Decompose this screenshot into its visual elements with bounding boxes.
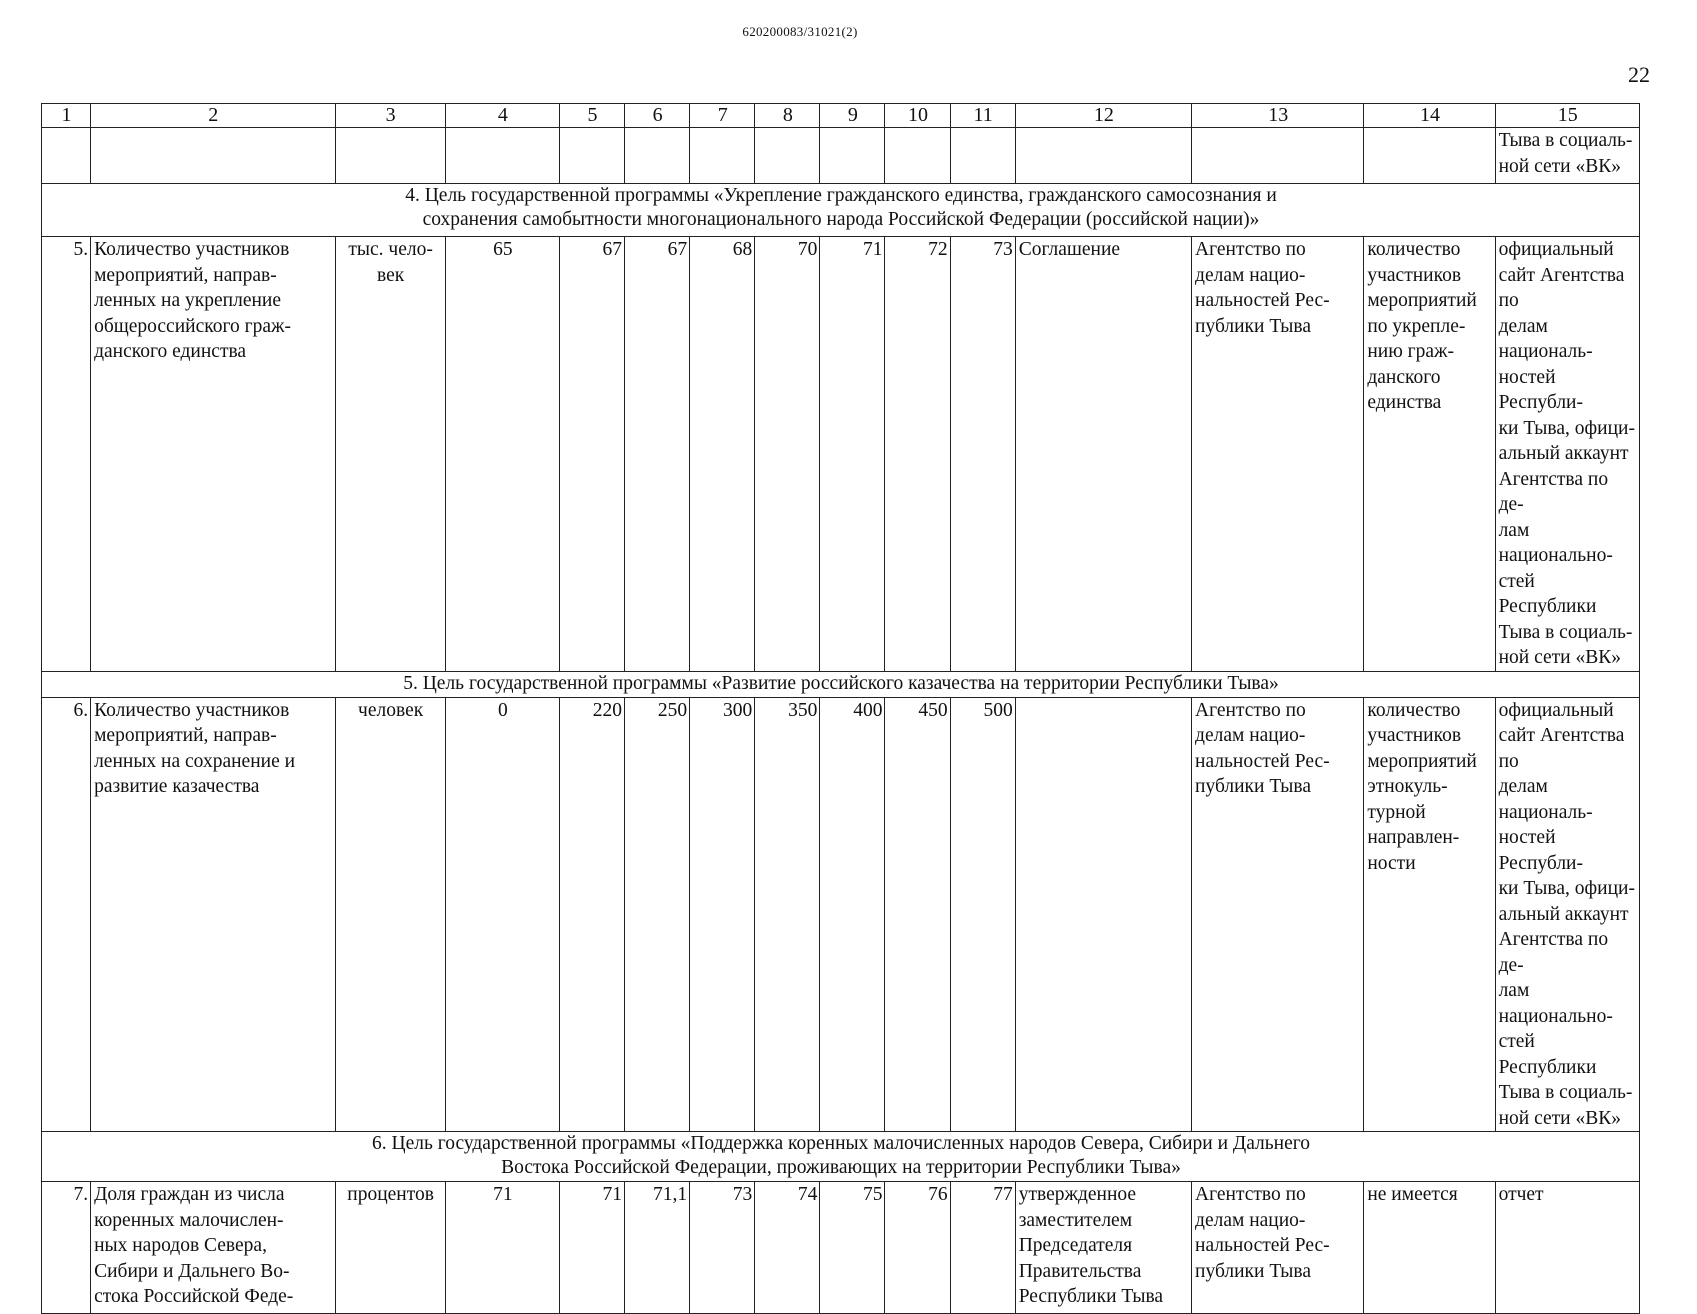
indicator-name: Количество участников мероприятий, направ- ленных на укрепление общероссийского граж- данского единства xyxy=(91,237,335,672)
value-cell: 73 xyxy=(950,237,1015,672)
table-cell xyxy=(950,128,1015,184)
value-cell: 500 xyxy=(950,697,1015,1132)
header-row xyxy=(42,104,1640,128)
value-cell: 76 xyxy=(885,1182,950,1314)
header-cell: 5 xyxy=(559,104,624,128)
header-cell: 15 xyxy=(1495,104,1639,128)
indicators-table xyxy=(41,103,1640,1314)
row-number: 5. xyxy=(42,237,91,672)
value-cell: 73 xyxy=(690,1182,755,1314)
table-cell xyxy=(91,128,335,184)
header-cell: 10 xyxy=(885,104,950,128)
value-cell: 71,1 xyxy=(625,1182,690,1314)
value-cell: 74 xyxy=(755,1182,820,1314)
description-cell: количество участников мероприятий по укрепле- нию граж- данского единства xyxy=(1364,237,1495,672)
table-cell xyxy=(1364,128,1495,184)
value-cell: 75 xyxy=(820,1182,885,1314)
source-cell: отчет xyxy=(1495,1182,1639,1314)
document-cell: утвержденное заместителем Председателя Правительства Республики Тыва xyxy=(1015,1182,1191,1314)
table-cell xyxy=(1015,128,1191,184)
unit-cell: процентов xyxy=(335,1182,445,1314)
document-code: 620200083/31021(2) xyxy=(742,24,858,39)
value-cell: 71 xyxy=(820,237,885,672)
page-number: 22 xyxy=(1628,62,1650,87)
table-cell xyxy=(335,128,445,184)
source-cell: Тыва в социаль- ной сети «ВК» xyxy=(1495,128,1639,184)
header-cell: 4 xyxy=(445,104,559,128)
goal-row xyxy=(42,671,1640,697)
value-cell: 70 xyxy=(755,237,820,672)
responsible-cell: Агентство по делам нацио- нальностей Рес- публики Тыва xyxy=(1192,697,1364,1132)
row-number: 6. xyxy=(42,697,91,1132)
header-cell: 12 xyxy=(1015,104,1191,128)
continuation-row xyxy=(42,128,1640,184)
responsible-cell: Агентство по делам нацио- нальностей Рес- публики Тыва xyxy=(1192,1182,1364,1314)
row-number: 7. xyxy=(42,1182,91,1314)
value-cell: 350 xyxy=(755,697,820,1132)
table-row xyxy=(42,697,1640,1132)
value-cell: 72 xyxy=(885,237,950,672)
value-cell: 400 xyxy=(820,697,885,1132)
header-cell: 9 xyxy=(820,104,885,128)
value-cell: 77 xyxy=(950,1182,1015,1314)
header-cell: 2 xyxy=(91,104,335,128)
goal-heading: 5. Цель государственной программы «Развитие российского казачества на территории Республики Тыва» xyxy=(42,671,1640,697)
value-cell: 67 xyxy=(559,237,624,672)
value-cell: 0 xyxy=(445,697,559,1132)
header-cell: 8 xyxy=(755,104,820,128)
table-cell xyxy=(42,128,91,184)
document-cell: Соглашение xyxy=(1015,237,1191,672)
indicator-name: Доля граждан из числа коренных малочислен- ных народов Севера, Сибири и Дальнего Во- стока Российской Феде- xyxy=(91,1182,335,1314)
value-cell: 450 xyxy=(885,697,950,1132)
description-cell: количество участников мероприятий этнокуль- турной направлен- ности xyxy=(1364,697,1495,1132)
header-cell: 6 xyxy=(625,104,690,128)
header-cell: 13 xyxy=(1192,104,1364,128)
goal-heading: 4. Цель государственной программы «Укрепление гражданского единства, гражданского самосознания и сохранения самобытности многонационального народа Российской Федерации (российской нации)» xyxy=(42,184,1640,237)
goal-row xyxy=(42,1132,1640,1182)
goal-heading: 6. Цель государственной программы «Поддержка коренных малочисленных народов Севера, Сибири и Дальнего Востока Российской Федерации, проживающих на территории Республики Тыва» xyxy=(42,1132,1640,1182)
header-cell: 7 xyxy=(690,104,755,128)
table-row xyxy=(42,1182,1640,1314)
table-cell xyxy=(1192,128,1364,184)
table-cell xyxy=(559,128,624,184)
header-cell: 14 xyxy=(1364,104,1495,128)
table-cell xyxy=(445,128,559,184)
source-cell: официальный сайт Агентства по делам националь- ностей Республи- ки Тыва, офици- альный аккаунт Агентства по де- лам национально- стей Республики Тыва в социаль- ной сети «ВК» xyxy=(1495,237,1639,672)
header-cell: 1 xyxy=(42,104,91,128)
table-cell xyxy=(885,128,950,184)
value-cell: 220 xyxy=(559,697,624,1132)
table-cell xyxy=(755,128,820,184)
unit-cell: человек xyxy=(335,697,445,1132)
table-cell xyxy=(625,128,690,184)
value-cell: 250 xyxy=(625,697,690,1132)
value-cell: 68 xyxy=(690,237,755,672)
responsible-cell: Агентство по делам нацио- нальностей Рес- публики Тыва xyxy=(1192,237,1364,672)
description-cell: не имеется xyxy=(1364,1182,1495,1314)
value-cell: 71 xyxy=(445,1182,559,1314)
value-cell: 71 xyxy=(559,1182,624,1314)
table-cell xyxy=(820,128,885,184)
source-cell: официальный сайт Агентства по делам националь- ностей Республи- ки Тыва, офици- альный аккаунт Агентства по де- лам национально- стей Республики Тыва в социаль- ной сети «ВК» xyxy=(1495,697,1639,1132)
table-row xyxy=(42,237,1640,672)
unit-cell: тыс. чело- век xyxy=(335,237,445,672)
header-cell: 3 xyxy=(335,104,445,128)
value-cell: 67 xyxy=(625,237,690,672)
table-cell xyxy=(690,128,755,184)
document-cell xyxy=(1015,697,1191,1132)
value-cell: 300 xyxy=(690,697,755,1132)
goal-row xyxy=(42,184,1640,237)
value-cell: 65 xyxy=(445,237,559,672)
header-cell: 11 xyxy=(950,104,1015,128)
indicator-name: Количество участников мероприятий, направ- ленных на сохранение и развитие казачества xyxy=(91,697,335,1132)
